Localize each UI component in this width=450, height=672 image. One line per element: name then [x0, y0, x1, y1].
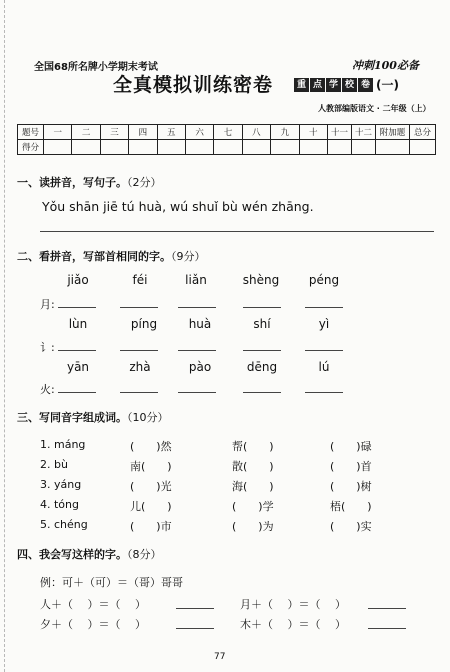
pinyin-label: shí: [253, 317, 271, 331]
answer-line[interactable]: [58, 307, 96, 308]
score-input-cell[interactable]: [185, 140, 213, 155]
compose-answer-line[interactable]: [176, 608, 214, 609]
score-input-cell[interactable]: [376, 140, 410, 155]
pinyin-label: yì: [318, 317, 330, 331]
tag-number: (一): [376, 78, 399, 92]
section4-heading: [17, 546, 162, 562]
section4-points: （8分）: [127, 548, 162, 561]
homophone-number: 2. bù: [40, 458, 68, 471]
pinyin-label: jiǎo: [67, 273, 89, 287]
homophone-blank[interactable]: ( )学: [232, 500, 274, 513]
score-input-cell[interactable]: [328, 140, 352, 155]
section4-title: 四、我会写这样的字。: [17, 548, 127, 561]
score-cell: 八: [242, 125, 270, 140]
radical-label: 月:: [40, 298, 55, 311]
answer-line[interactable]: [178, 392, 216, 393]
exam-supertitle: 全国68所名牌小学期末考试: [34, 62, 158, 73]
pinyin-label: pào: [188, 360, 212, 374]
score-cell: 总分: [410, 125, 436, 140]
score-input-cell[interactable]: [44, 140, 72, 155]
pinyin-label: píng: [130, 317, 158, 331]
compose-answer-line[interactable]: [368, 628, 406, 629]
section2-points: （9分）: [171, 250, 206, 263]
section1-points: （2分）: [127, 176, 162, 189]
answer-line[interactable]: [305, 350, 343, 351]
pinyin-label: zhà: [129, 360, 151, 374]
radical-label: 讠:: [40, 341, 55, 354]
exam-slogan: 冲刺100必备: [352, 59, 419, 72]
compose-answer-line[interactable]: [176, 628, 214, 629]
score-cell: 九: [271, 125, 299, 140]
score-input-cell[interactable]: [129, 140, 157, 155]
answer-line[interactable]: [58, 350, 96, 351]
section1-title: 一、读拼音，写句子。: [17, 176, 127, 189]
section2-title: 二、看拼音，写部首相同的字。: [17, 250, 171, 263]
score-cell: 四: [129, 125, 157, 140]
homophone-blank[interactable]: ( )首: [330, 460, 372, 473]
score-cell: 十一: [328, 125, 352, 140]
score-input-cell[interactable]: [72, 140, 100, 155]
score-cell: 一: [44, 125, 72, 140]
exam-title: 全真模拟训练密卷: [113, 74, 274, 96]
compose-expression[interactable]: 木＋（ ）＝（ ）: [240, 618, 346, 631]
pinyin-label: huà: [188, 317, 212, 331]
compose-expression[interactable]: 月＋（ ）＝（ ）: [240, 598, 346, 611]
compose-expression[interactable]: 夕＋（ ）＝（ ）: [40, 618, 146, 631]
section1-pinyin: Yǒu shān jiē tú huà, wú shuǐ bù wén zhāng.: [42, 199, 314, 214]
score-table-score-row: [18, 140, 436, 155]
score-input-cell[interactable]: [271, 140, 299, 155]
score-input-cell[interactable]: [214, 140, 242, 155]
edition-label: 人教部编版语文 · 二年级（上）: [318, 104, 431, 113]
section2-heading: [17, 248, 206, 264]
answer-line[interactable]: [243, 307, 281, 308]
answer-line[interactable]: [178, 307, 216, 308]
homophone-blank[interactable]: 海( ): [232, 480, 274, 493]
page-number: 77: [214, 652, 226, 662]
homophone-blank[interactable]: 南( ): [130, 460, 172, 473]
section4-example: 例：可＋（可）＝（哥）哥哥: [40, 576, 183, 589]
answer-line[interactable]: [243, 350, 281, 351]
homophone-blank[interactable]: 儿( ): [130, 500, 172, 513]
score-input-cell[interactable]: [299, 140, 327, 155]
section3-heading: [17, 409, 169, 425]
pinyin-label: féi: [132, 273, 148, 287]
homophone-blank[interactable]: ( )市: [130, 520, 172, 533]
section1-heading: [17, 174, 162, 190]
pinyin-label: yān: [66, 360, 90, 374]
compose-answer-line[interactable]: [368, 608, 406, 609]
section3-title: 三、写同音字组成词。: [17, 411, 127, 424]
homophone-blank[interactable]: ( )光: [130, 480, 172, 493]
tag-char: 卷: [358, 78, 373, 92]
score-cell: 附加题: [376, 125, 410, 140]
key-school-tag: [294, 76, 399, 93]
score-cell: 题号: [18, 125, 44, 140]
score-input-cell[interactable]: [100, 140, 128, 155]
tag-char: 校: [342, 78, 357, 92]
pinyin-label: lú: [318, 360, 330, 374]
score-cell: 二: [72, 125, 100, 140]
tag-char: 学: [326, 78, 341, 92]
homophone-number: 3. yáng: [40, 478, 82, 491]
score-cell: 五: [157, 125, 185, 140]
score-table: [17, 124, 436, 155]
pinyin-label: liǎn: [185, 273, 207, 287]
score-cell: 六: [185, 125, 213, 140]
score-input-cell[interactable]: [410, 140, 436, 155]
tag-char: 点: [310, 78, 325, 92]
answer-line[interactable]: [120, 307, 158, 308]
answer-line[interactable]: [178, 350, 216, 351]
answer-line[interactable]: [120, 392, 158, 393]
score-table-header-row: [18, 125, 436, 140]
radical-label: 火:: [40, 383, 55, 396]
tag-char: 重: [294, 78, 309, 92]
homophone-blank[interactable]: ( )然: [130, 440, 172, 453]
binding-dashed-line: [4, 0, 5, 672]
answer-line[interactable]: [305, 392, 343, 393]
score-cell: 七: [214, 125, 242, 140]
homophone-blank[interactable]: 帮( ): [232, 440, 274, 453]
pinyin-label: lùn: [68, 317, 88, 331]
answer-line[interactable]: [305, 307, 343, 308]
score-input-cell[interactable]: [352, 140, 376, 155]
homophone-blank[interactable]: ( )实: [330, 520, 372, 533]
score-cell: 十: [299, 125, 327, 140]
homophone-blank[interactable]: ( )为: [232, 520, 274, 533]
pinyin-label: péng: [308, 273, 340, 287]
homophone-number: 5. chéng: [40, 518, 88, 531]
homophone-blank[interactable]: 梧( ): [330, 500, 372, 513]
compose-expression[interactable]: 人＋（ ）＝（ ）: [40, 598, 146, 611]
homophone-blank[interactable]: ( )树: [330, 480, 372, 493]
pinyin-label: dēng: [246, 360, 278, 374]
homophone-blank[interactable]: ( )碌: [330, 440, 372, 453]
answer-line[interactable]: [58, 392, 96, 393]
homophone-number: 1. máng: [40, 438, 86, 451]
section3-points: （10分）: [127, 411, 169, 424]
answer-line[interactable]: [120, 350, 158, 351]
answer-line[interactable]: [243, 392, 281, 393]
homophone-blank[interactable]: 散( ): [232, 460, 274, 473]
score-row-label: 得分: [18, 140, 44, 155]
score-input-cell[interactable]: [242, 140, 270, 155]
homophone-number: 4. tóng: [40, 498, 79, 511]
score-cell: 三: [100, 125, 128, 140]
section1-answer-line[interactable]: [40, 231, 434, 232]
score-input-cell[interactable]: [157, 140, 185, 155]
score-cell: 十二: [352, 125, 376, 140]
pinyin-label: shèng: [242, 273, 280, 287]
